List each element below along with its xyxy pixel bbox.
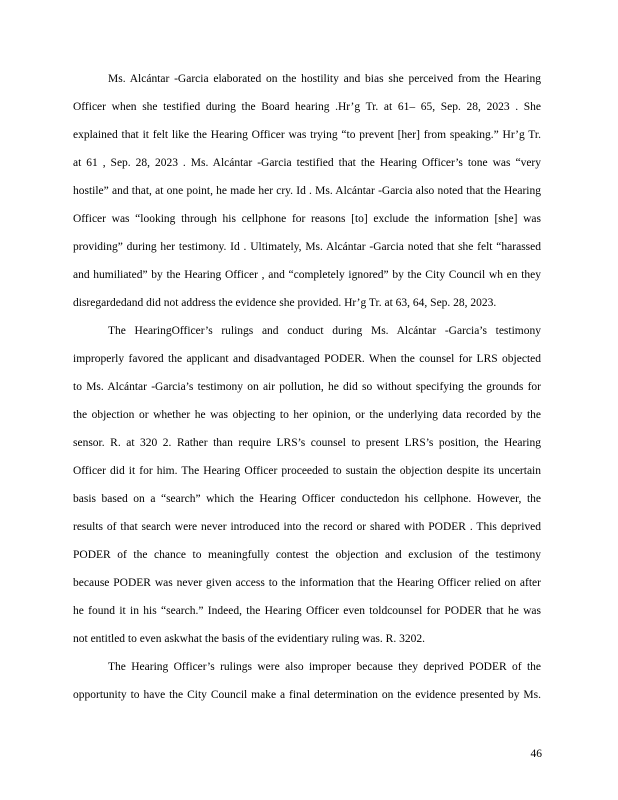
text-line: the objection or whether he was objecting to her opinion, or the underlying data recorded by the [73, 409, 541, 421]
text-line: not entitled to even askwhat the basis of the evidentiary ruling was. R. 3202. [73, 633, 425, 645]
text-line: sensor. R. at 320 2. Rather than require LRS’s counsel to present LRS’s position, the Hearing [73, 437, 541, 449]
text-line: because PODER was never given access to the information that the Hearing Officer relied on after [73, 577, 541, 589]
text-line: Officer did it for him. The Hearing Officer proceeded to sustain the objection despite its uncertain [73, 465, 541, 477]
text-line: opportunity to have the City Council make a final determination on the evidence presented by Ms. [73, 689, 541, 701]
text-line: basis based on a “search” which the Hearing Officer conductedon his cellphone. However, the [73, 493, 541, 505]
page-number: 46 [530, 748, 542, 760]
text-line: at 61 , Sep. 28, 2023 . Ms. Alcántar -Garcia testified that the Hearing Officer’s tone was “very [73, 157, 541, 169]
text-line: improperly favored the applicant and disadvantaged PODER. When the counsel for LRS objected [73, 353, 541, 365]
text-line: explained that it felt like the Hearing Officer was trying “to prevent [her] from speaking.” Hr’g Tr. [73, 129, 541, 141]
text-line: hostile” and that, at one point, he made her cry. Id . Ms. Alcántar -Garcia also noted that the Hearing [73, 185, 541, 197]
text-line: he found it in his “search.” Indeed, the Hearing Officer even toldcounsel for PODER that he was [73, 605, 541, 617]
text-line: results of that search were never introduced into the record or shared with PODER . This deprived [73, 521, 541, 533]
text-line: The HearingOfficer’s rulings and conduct during Ms. Alcántar -Garcia’s testimony [108, 325, 541, 337]
text-line: The Hearing Officer’s rulings were also improper because they deprived PODER of the [108, 661, 541, 673]
text-line: Ms. Alcántar -Garcia elaborated on the hostility and bias she perceived from the Hearing [108, 73, 541, 85]
text-line: Officer when she testified during the Board hearing .Hr’g Tr. at 61– 65, Sep. 28, 2023 . She [73, 101, 541, 113]
text-line: PODER of the chance to meaningfully contest the objection and exclusion of the testimony [73, 549, 541, 561]
text-line: Officer was “looking through his cellphone for reasons [to] exclude the information [she] was [73, 213, 541, 225]
text-line: to Ms. Alcántar -Garcia’s testimony on air pollution, he did so without specifying the grounds for [73, 381, 541, 393]
text-line: providing” during her testimony. Id . Ultimately, Ms. Alcántar -Garcia noted that she felt “harassed [73, 241, 541, 253]
text-line: disregardedand did not address the evidence she provided. Hr’g Tr. at 63, 64, Sep. 28, 2023. [73, 297, 497, 309]
text-line: and humiliated” by the Hearing Officer , and “completely ignored” by the City Council wh en they [73, 269, 541, 281]
